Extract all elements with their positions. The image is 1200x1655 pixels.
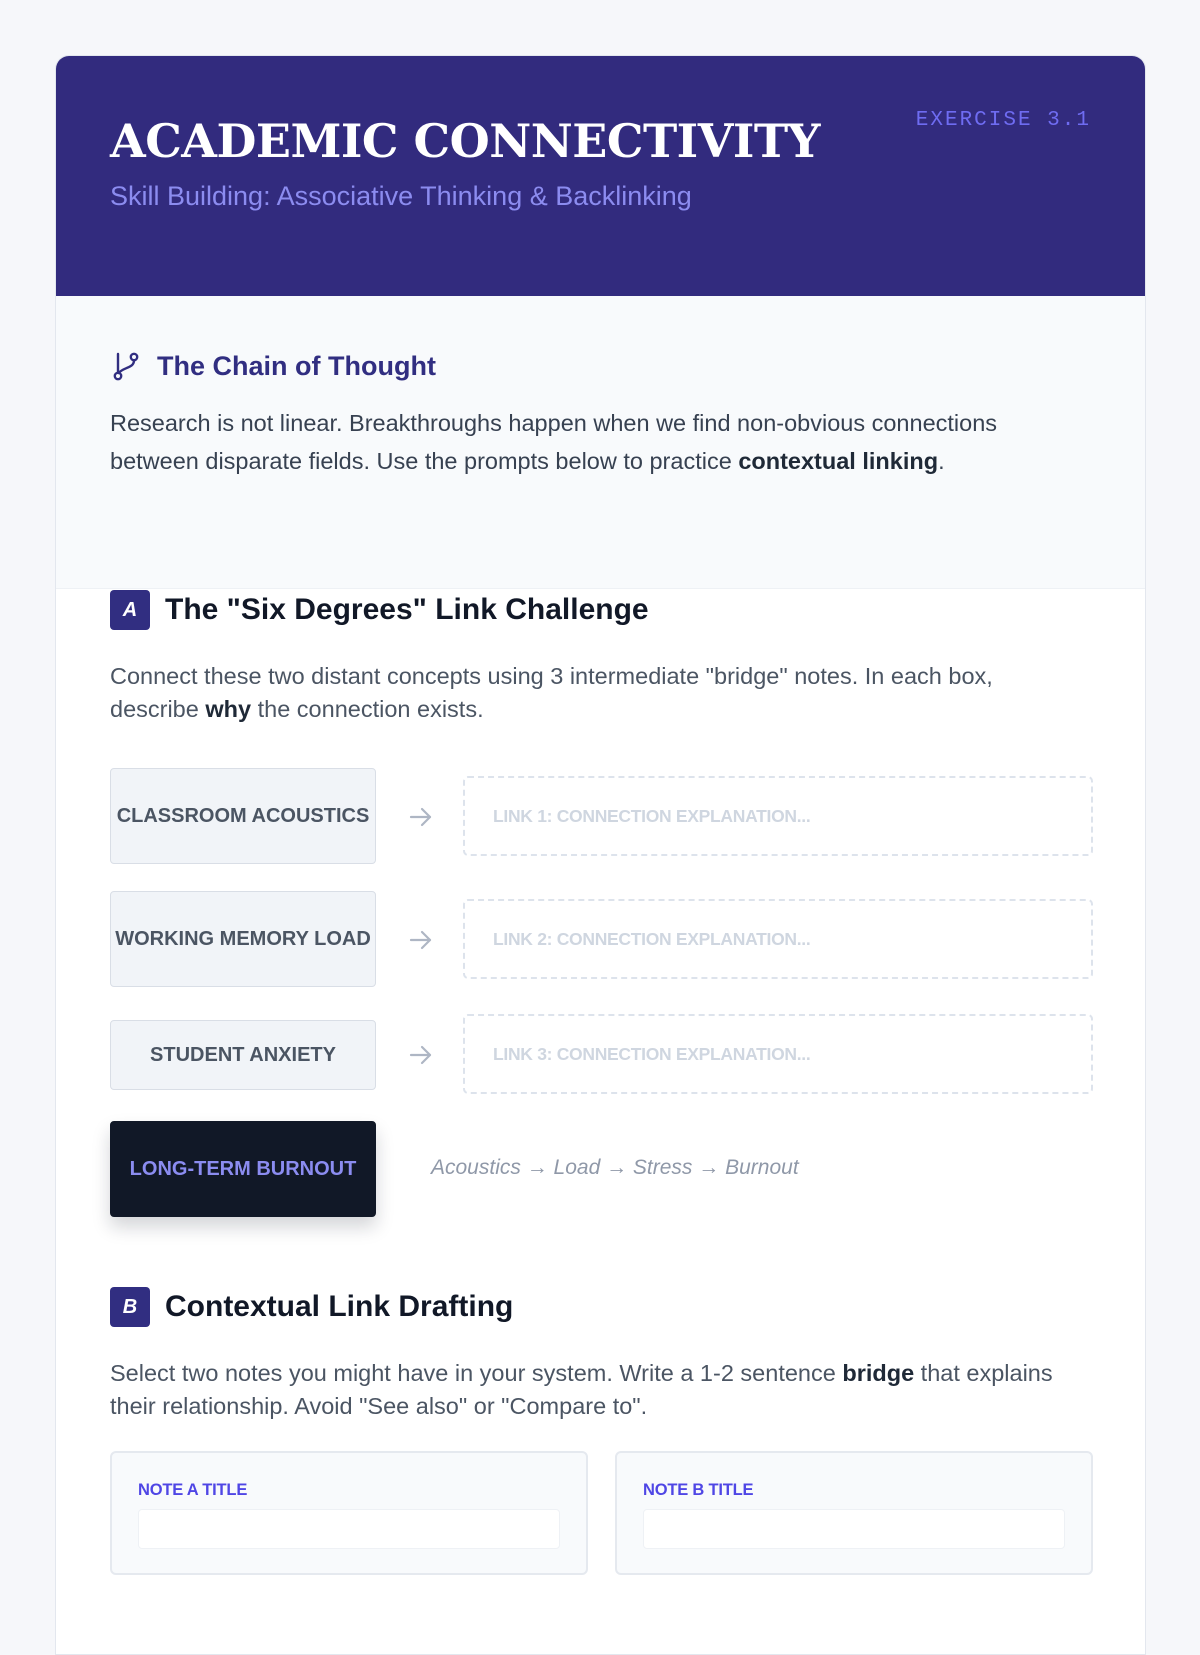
link-3-box[interactable] bbox=[463, 1014, 1093, 1094]
connection-path-summary: Acoustics → Load → Stress → Burnout bbox=[431, 1156, 799, 1179]
section-b-badge: B bbox=[110, 1287, 150, 1327]
link-2-input[interactable] bbox=[465, 901, 1091, 977]
intro-heading-text: The Chain of Thought bbox=[157, 350, 436, 381]
page-title: ACADEMIC CONNECTIVITY bbox=[110, 114, 820, 168]
note-b-card bbox=[615, 1451, 1093, 1575]
intro-paragraph bbox=[110, 404, 1070, 480]
arrow-right-icon bbox=[408, 927, 434, 953]
intro-text-end: . bbox=[938, 448, 945, 474]
section-b-desc-bold: bridge bbox=[842, 1360, 915, 1386]
section-a-heading bbox=[110, 590, 649, 630]
section-a-desc-text: Connect these two distant concepts using 3 intermediate "bridge" notes. In each box, describe bbox=[110, 663, 993, 722]
intro-heading bbox=[110, 350, 436, 382]
concept-long-term-burnout: LONG-TERM BURNOUT bbox=[110, 1121, 376, 1217]
exercise-number: EXERCISE 3.1 bbox=[915, 109, 1091, 132]
note-a-field[interactable] bbox=[138, 1509, 560, 1549]
link-3-input[interactable] bbox=[465, 1016, 1091, 1092]
exercise-card bbox=[55, 55, 1146, 1655]
note-b-title-input[interactable] bbox=[644, 1510, 1064, 1548]
link-1-input[interactable] bbox=[465, 778, 1091, 854]
section-a-description bbox=[110, 660, 1070, 726]
intro-bold-text: contextual linking bbox=[738, 448, 939, 474]
git-branch-icon bbox=[110, 350, 142, 382]
section-a-badge: A bbox=[110, 590, 150, 630]
concept-working-memory-load: WORKING MEMORY LOAD bbox=[110, 891, 376, 987]
section-a-desc-bold: why bbox=[205, 696, 252, 722]
page-subtitle: Skill Building: Associative Thinking & Backlinking bbox=[110, 181, 692, 211]
concept-student-anxiety: STUDENT ANXIETY bbox=[110, 1020, 376, 1090]
arrow-right-icon bbox=[408, 804, 434, 830]
section-b-desc-text: Select two notes you might have in your system. Write a 1-2 sentence bbox=[110, 1360, 843, 1386]
concept-classroom-acoustics: CLASSROOM ACOUSTICS bbox=[110, 768, 376, 864]
intro-text: Research is not linear. Breakthroughs happen when we find non-obvious connections between disparate fields. Use the prompts below to practice bbox=[110, 410, 998, 474]
section-b-heading bbox=[110, 1287, 513, 1327]
section-a-title: The "Six Degrees" Link Challenge bbox=[165, 593, 649, 626]
arrow-right-icon bbox=[408, 1042, 434, 1068]
intro-section bbox=[56, 296, 1145, 589]
section-b-title: Contextual Link Drafting bbox=[165, 1290, 514, 1323]
link-2-box[interactable] bbox=[463, 899, 1093, 979]
note-a-title-input[interactable] bbox=[139, 1510, 559, 1548]
link-1-box[interactable] bbox=[463, 776, 1093, 856]
page-header bbox=[56, 56, 1145, 296]
section-b-desc-end: that explains their relationship. Avoid "See also" or "Compare to". bbox=[110, 1360, 1053, 1419]
section-a-desc-end: the connection exists. bbox=[251, 696, 484, 722]
note-a-label: NOTE A TITLE bbox=[138, 1481, 248, 1499]
section-b-description bbox=[110, 1357, 1070, 1423]
note-a-card bbox=[110, 1451, 588, 1575]
note-b-label: NOTE B TITLE bbox=[643, 1481, 754, 1499]
note-b-field[interactable] bbox=[643, 1509, 1065, 1549]
